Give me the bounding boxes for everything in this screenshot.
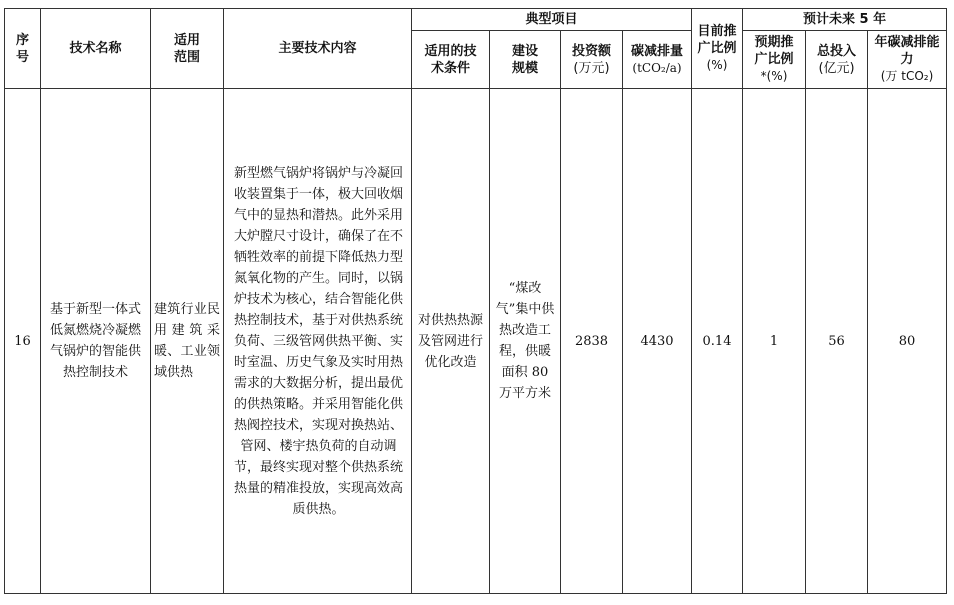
header-scope-text: 适用范围: [173, 32, 200, 65]
header-seq-text: 序号: [15, 32, 29, 65]
header-expected-ratio-unit: *(%): [760, 69, 788, 83]
header-investment: [561, 31, 623, 89]
header-total-invest-unit: (亿元): [818, 60, 855, 76]
header-seq: [5, 9, 41, 89]
header-expected-ratio-label: 预期推广比例: [754, 35, 794, 67]
header-expected-ratio: [743, 31, 806, 89]
cell-conditions: 对供热热源及管网进行优化改造: [412, 89, 490, 594]
header-investment-label: 投资额: [571, 43, 611, 59]
cell-total-invest: 56: [806, 89, 868, 594]
cell-name: 基于新型一体式低氮燃烧冷凝燃气锅炉的智能供热控制技术: [41, 89, 151, 594]
cell-content: 新型燃气锅炉将锅炉与冷凝回收装置集于一体，极大回收烟气中的显热和潜热。此外采用大炉膛尺寸设计，确保了在不牺牲效率的前提下降低热力型氮氧化物的产生。同时，以锅炉技术为核心，结合智能化供热控制技术，基于对供热系统负荷、三级管网供热平衡、实时室温、历史气象及实时用热需求的大数据分析，提出最优的供热策略。并采用智能化供热阀控技术，实现对换热站、管网、楼宇热负荷的自动调节，最终实现对整个供热系统热量的精准投放，实现高效高质供热。: [224, 89, 412, 594]
header-carbon-unit: (tCO₂/a): [632, 60, 682, 75]
header-annual-cut: [868, 31, 947, 89]
header-typical-project: 典型项目: [412, 9, 692, 31]
header-next5: 预计未来 5 年: [743, 9, 947, 31]
cell-current-ratio: 0.14: [692, 89, 743, 594]
cell-investment: 2838: [561, 89, 623, 594]
header-current-ratio-label: 目前推广比例: [697, 24, 737, 56]
header-carbon-label: 碳减排量: [631, 43, 684, 59]
header-total-invest: [806, 31, 868, 89]
cell-scale: “煤改气”集中供热改造工程，供暖面积 80 万平方米: [490, 89, 561, 594]
header-scope: [151, 9, 224, 89]
cell-seq: 16: [5, 89, 41, 594]
header-carbon: [623, 31, 692, 89]
header-investment-unit: (万元): [573, 60, 610, 76]
cell-scope: 建筑行业民用建筑采暖、工业领域供热: [151, 89, 224, 594]
cell-expected-ratio: 1: [743, 89, 806, 594]
header-scale: [490, 31, 561, 89]
header-annual-cut-unit: (万 tCO₂): [880, 69, 934, 83]
technology-table: [4, 8, 947, 594]
cell-annual-cut: 80: [868, 89, 947, 594]
header-scale-text: 建设规模: [511, 43, 538, 76]
header-current-ratio: [692, 9, 743, 89]
header-conditions-text: 适用的技术条件: [424, 43, 477, 76]
cell-carbon: 4430: [623, 89, 692, 594]
header-total-invest-label: 总投入: [817, 43, 857, 59]
header-current-ratio-unit: (%): [706, 58, 728, 72]
header-conditions: [412, 31, 490, 89]
table-row: [5, 89, 947, 594]
header-content: 主要技术内容: [224, 9, 412, 89]
header-annual-cut-label: 年碳减排能力: [874, 35, 940, 67]
header-name: 技术名称: [41, 9, 151, 89]
